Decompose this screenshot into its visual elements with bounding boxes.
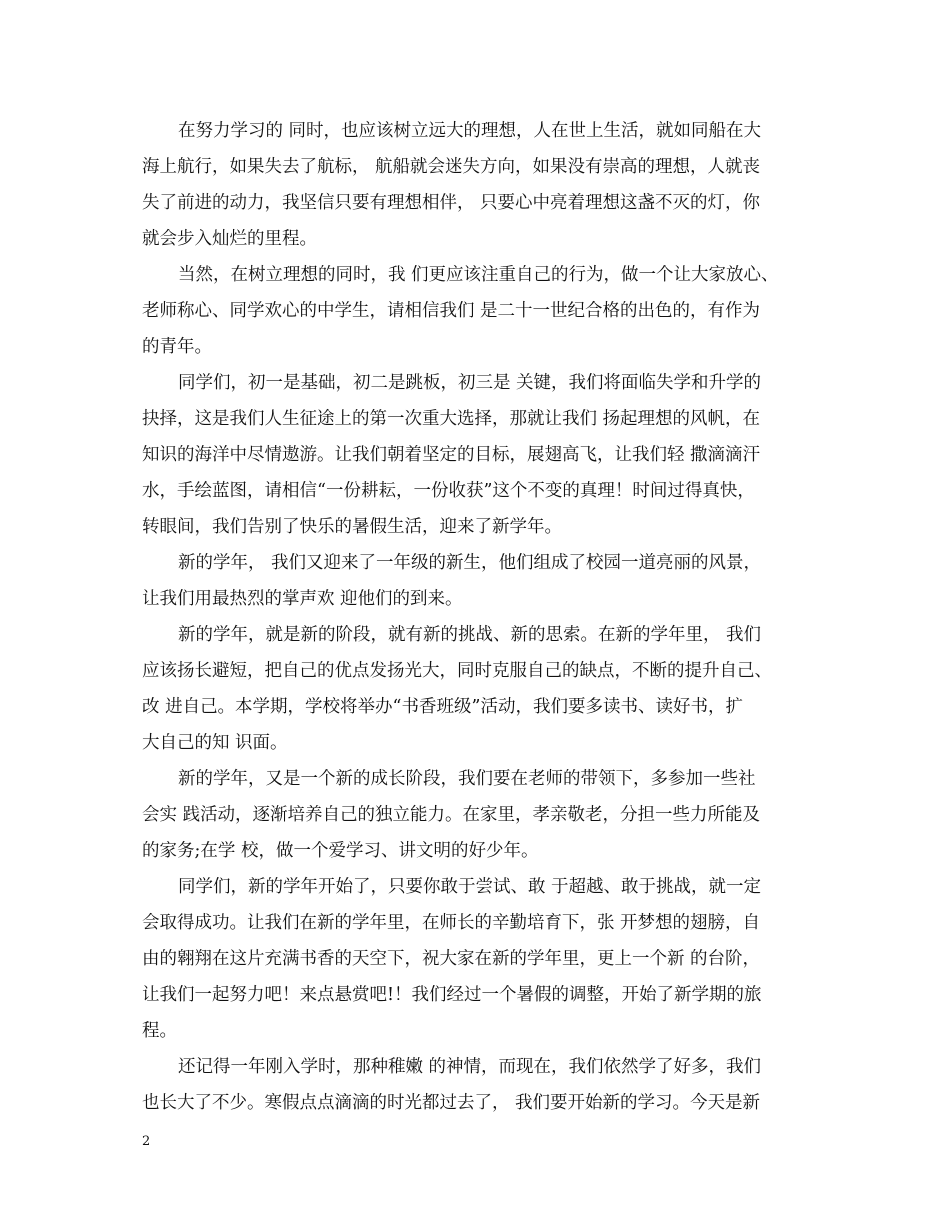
text-line: 改 进自己。本学期，学校将举办“书香班级”活动，我们要多读书、读好书，扩: [142, 697, 743, 717]
text-line: 就会步入灿烂的里程。: [142, 229, 317, 249]
text-line: 会实 践活动，逐渐培养自己的独立能力。在家里，孝亲敬老，分担一些力所能及: [142, 805, 761, 825]
text-line: 老师称心、同学欢心的中学生，请相信我们 是二十一世纪合格的出色的，有作为: [142, 301, 761, 321]
text-line: 新的学年， 我们又迎来了一年级的新生，他们组成了校园一道亮丽的风景，: [178, 553, 762, 573]
text-line: 转眼间，我们告别了快乐的暑假生活，迎来了新学年。: [142, 517, 562, 537]
text-line: 知识的海洋中尽情遨游。让我们朝着坚定的目标，展翅高飞，让我们轻 撒滴滴汗: [142, 445, 761, 465]
text-line: 程。: [142, 1021, 177, 1041]
text-line: 让我们一起努力吧！来点悬赏吧!！我们经过一个暑假的调整，开始了新学期的旅: [142, 985, 762, 1005]
text-line: 当然，在树立理想的同时，我 们更应该注重自己的行为，做一个让大家放心、: [178, 265, 779, 285]
text-line: 抉择，这是我们人生征途上的第一次重大选择，那就让我们 扬起理想的风帆，在: [142, 409, 761, 429]
text-line: 由的翱翔在这片充满书香的天空下，祝大家在新的学年里，更上一个新 的台阶，: [142, 949, 761, 969]
text-line: 会取得成功。让我们在新的学年里，在师长的辛勤培育下，张 开梦想的翅膀，自: [142, 913, 761, 933]
text-line: 应该扬长避短，把自己的优点发扬光大，同时克服自己的缺点，不断的提升自己、: [142, 661, 772, 681]
text-line: 同学们，初一是基础，初二是跳板，初三是 关键，我们将面临失学和升学的: [178, 373, 762, 393]
text-line: 在努力学习的 同时，也应该树立远大的理想，人在世上生活，就如同船在大: [178, 121, 762, 141]
text-line: 的家务;在学 校，做一个爱学习、讲文明的好少年。: [142, 841, 539, 861]
text-line: 失了前进的动力，我坚信只要有理想相伴， 只要心中亮着理想这盏不灭的灯，你: [142, 193, 761, 213]
text-line: 也长大了不少。寒假点点滴滴的时光都过去了， 我们要开始新的学习。今天是新: [142, 1093, 761, 1113]
text-line: 大自己的知 识面。: [142, 733, 288, 753]
text-line: 同学们，新的学年开始了，只要你敢于尝试、敢 于超越、敢于挑战，就一定: [178, 877, 762, 897]
page-number: 2: [142, 1134, 151, 1149]
text-line: 水，手绘蓝图，请相信“一份耕耘，一份收获”这个不变的真理！时间过得真快，: [142, 481, 755, 501]
text-line: 的青年。: [142, 337, 212, 357]
text-line: 海上航行，如果失去了航标， 航船就会迷失方向，如果没有崇高的理想，人就丧: [142, 157, 761, 177]
body-text: [142, 113, 832, 1121]
text-line: 让我们用最热烈的掌声欢 迎他们的到来。: [142, 589, 463, 609]
text-line: 新的学年，就是新的阶段，就有新的挑战、新的思索。在新的学年里， 我们: [178, 625, 762, 645]
text-line: 还记得一年刚入学时，那种稚嫩 的神情，而现在，我们依然学了好多，我们: [178, 1057, 762, 1077]
text-line: 新的学年，又是一个新的成长阶段，我们要在老师的带领下，多参加一些社: [178, 769, 756, 789]
